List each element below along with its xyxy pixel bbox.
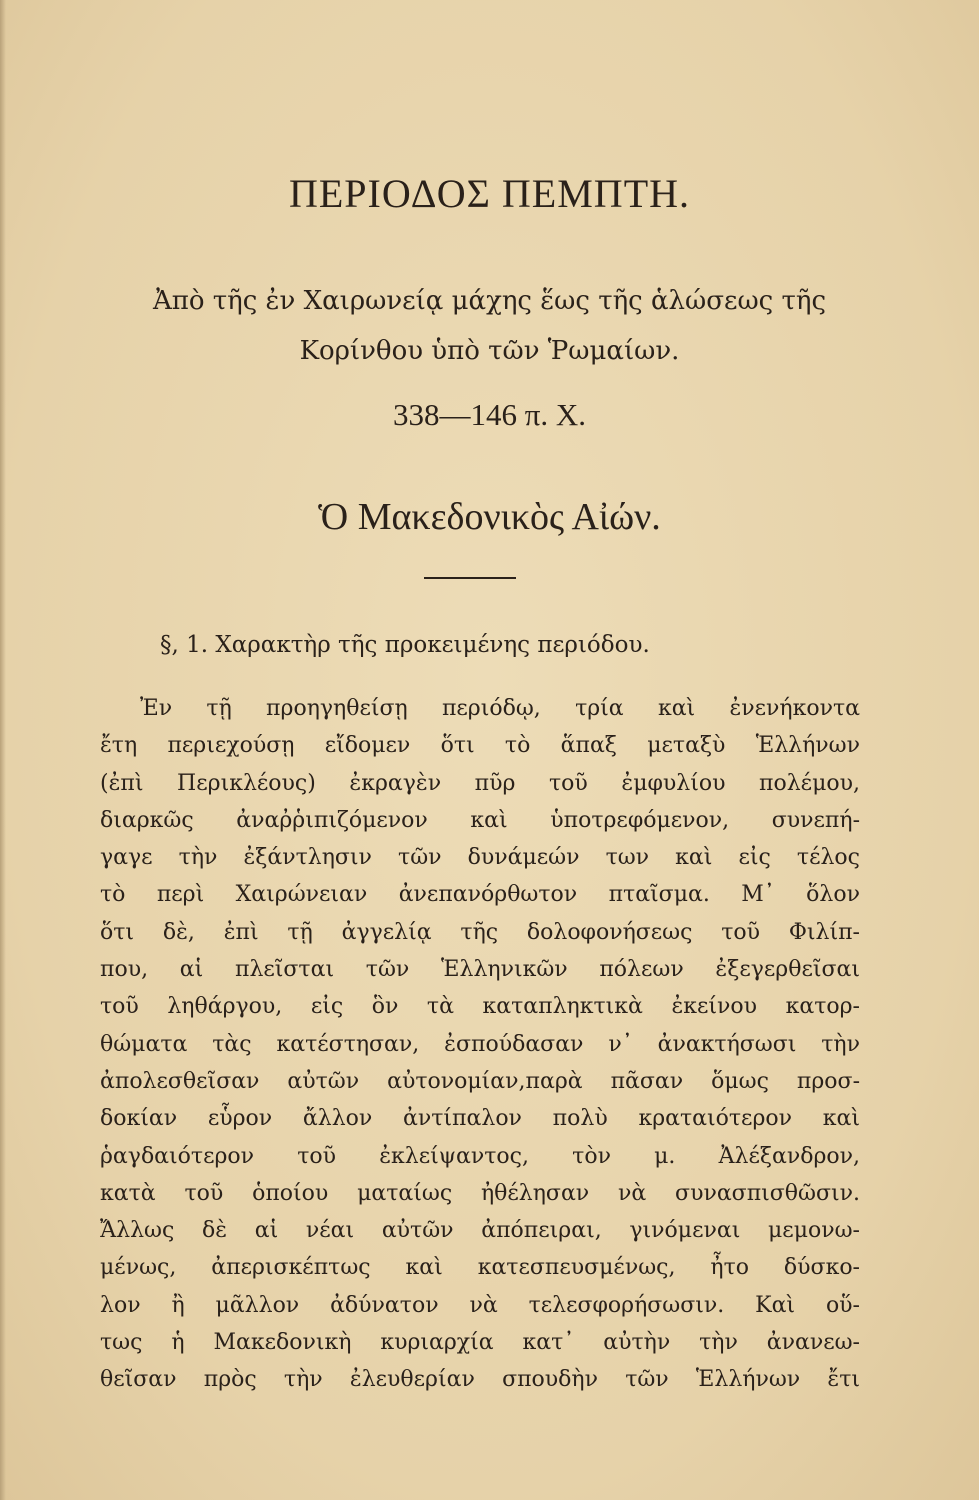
subtitle-line: Κορίνθου ὑπὸ τῶν Ῥωμαίων. xyxy=(299,336,680,366)
text-line: λον ἢ μᾶλλον ἀδύνατον νὰ τελεσφορήσωσιν. Καὶ οὕ- xyxy=(100,1292,860,1318)
text-line: Ἄλλως δὲ αἱ νέαι αὐτῶν ἀπόπειραι, γινόμεναι μεμονω- xyxy=(100,1218,860,1244)
text-line: τως ἡ Μακεδονικὴ κυριαρχία κατ᾽ αὐτὴν τὴν ἀνανεω- xyxy=(100,1330,860,1356)
text-line: τὸ περὶ Χαιρώνειαν ἀνεπανόρθωτον πταῖσμα. Μ᾽ ὅλον xyxy=(100,882,860,908)
text-line: Ἐν τῇ προηγηθείσῃ περιόδῳ, τρία καὶ ἐνενήκοντα xyxy=(140,696,860,721)
subtitle-line: Ἀπὸ τῆς ἐν Χαιρωνείᾳ μάχης ἕως τῆς ἁλώσεως τῆς xyxy=(152,286,827,316)
text-line: ἀπολεσθεῖσαν αὐτῶν αὐτονομίαν,παρὰ πᾶσαν ὅμως προσ- xyxy=(100,1068,860,1094)
text-line: διαρκῶς ἀναῤῥιπιζόμενον καὶ ὑποτρεφόμενον, συνεπή- xyxy=(100,807,860,833)
page-title: ΠΕΡΙΟΔΟΣ ΠΕΜΠΤΗ. xyxy=(288,171,691,216)
divider-rule xyxy=(424,577,516,579)
text-line: ὅτι δὲ, ἐπὶ τῇ ἀγγελίᾳ τῆς δολοφονήσεως τοῦ Φιλίπ- xyxy=(100,919,860,945)
text-line: που, αἱ πλεῖσται τῶν Ἑλληνικῶν πόλεων ἐξεγερθεῖσαι xyxy=(100,957,860,983)
text-line: θεῖσαν πρὸς τὴν ἐλευθερίαν σπουδὴν τῶν Ἑλλήνων ἔτι xyxy=(100,1367,860,1393)
text-line: μένως, ἀπερισκέπτως καὶ κατεσπευσμένως, ἦτο δύσκο- xyxy=(100,1255,860,1281)
section-heading: §, 1. Χαρακτὴρ τῆς προκειμένης περιόδου. xyxy=(160,632,650,658)
text-line: κατὰ τοῦ ὁποίου ματαίως ἠθέλησαν νὰ συνασπισθῶσιν. xyxy=(100,1180,860,1206)
age-title: Ὁ Μακεδονικὸς Αἰών. xyxy=(318,496,661,538)
page-edge-shadow xyxy=(0,0,6,1500)
text-line: γαγε τὴν ἐξάντλησιν τῶν δυνάμεών των καὶ εἰς τέλος xyxy=(100,845,860,871)
period-dates: 338—146 π. Χ. xyxy=(392,397,587,432)
text-line: ἔτη περιεχούσῃ εἴδομεν ὅτι τὸ ἅπαξ μεταξὺ Ἑλλήνων xyxy=(100,733,860,759)
text-line: θώματα τὰς κατέστησαν, ἐσπούδασαν ν᾽ ἀνακτήσωσι τὴν xyxy=(100,1031,860,1057)
period-subtitle xyxy=(0,276,979,376)
text-line: τοῦ ληθάργου, εἰς ὃν τὰ καταπληκτικὰ ἐκείνου κατορ- xyxy=(100,994,860,1020)
text-line: ῥαγδαιότερον τοῦ ἐκλείψαντος, τὸν μ. Ἀλέξανδρον, xyxy=(100,1143,860,1169)
text-line: (ἐπὶ Περικλέους) ἐκραγὲν πῦρ τοῦ ἐμφυλίου πολέμου, xyxy=(100,770,860,796)
body-text xyxy=(100,690,860,1399)
text-line: δοκίαν εὗρον ἄλλον ἀντίπαλον πολὺ κραταιότερον καὶ xyxy=(100,1106,860,1132)
